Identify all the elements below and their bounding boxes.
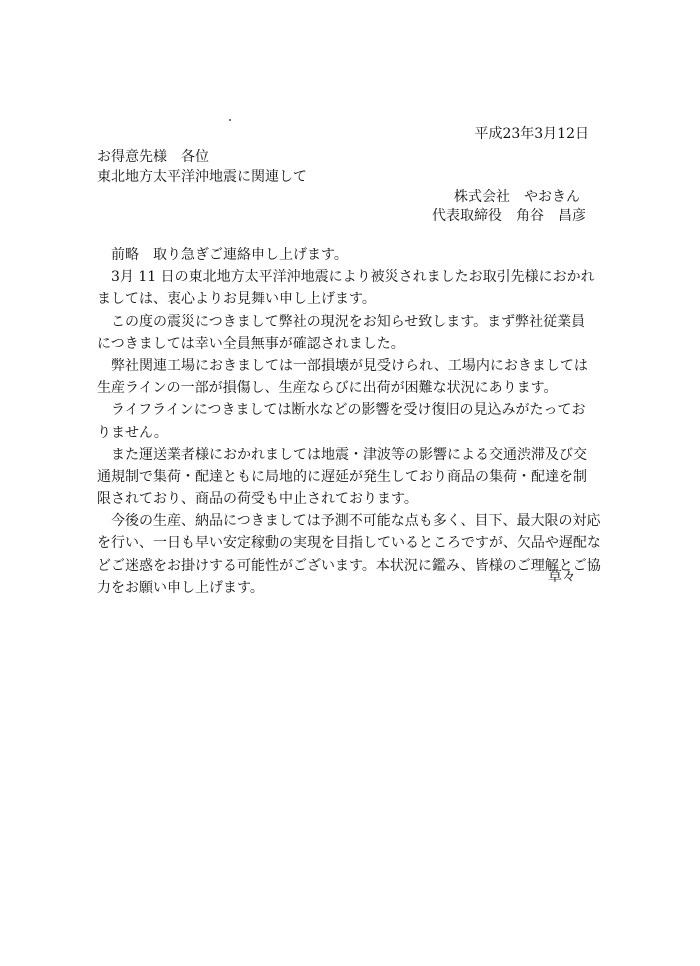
sender-company: 株式会社 やおきん (454, 189, 580, 205)
letter-date: 平成23年3月12日 (474, 126, 589, 142)
scan-speck (229, 119, 231, 121)
body-line: 弊社関連工場におきましては一部損壊が見受けられ、工場内におきましては (97, 357, 588, 374)
body-line: 力をお願い申し上げます。 (97, 579, 264, 596)
subject-line: 東北地方太平洋沖地震に関連して (97, 169, 307, 185)
body-line: 3月 11 日の東北地方太平洋沖地震により被災されましたお取引先様におかれ (97, 269, 595, 286)
body-line: 通規制で集荷・配達ともに局地的に遅延が発生しており商品の集荷・配達を制 (97, 468, 587, 485)
body-line: を行い、一日も早い安定稼動の実現を目指しているところですが、欠品や遅配な (97, 535, 601, 552)
sender-representative: 代表取締役 角谷 昌彦 (432, 208, 586, 224)
recipient-line: お得意先様 各位 (97, 149, 209, 165)
body-line: 生産ラインの一部が損傷し、生産ならびに出荷が困難な状況にあります。 (97, 380, 558, 397)
closing-word: 草々 (548, 569, 576, 585)
body-line: りません。 (97, 424, 168, 441)
body-line: この度の震災につきまして弊社の現況をお知らせ致します。まず弊社従業員 (97, 313, 586, 330)
body-line: どご迷惑をお掛けする可能性がございます。本状況に鑑み、皆様のご理解とご協 (97, 557, 601, 574)
body-line: 今後の生産、納品につきましては予測不可能な点も多く、目下、最大限の対応 (97, 513, 601, 530)
body-line: 限されており、商品の荷受も中止されております。 (97, 491, 418, 508)
body-line: また運送業者様におかれましては地震・津波等の影響による交通渋滞及び交 (97, 446, 587, 463)
body-line: ましては、衷心よりお見舞い申し上げます。 (97, 291, 376, 308)
body-line: 前略 取り急ぎご連絡申し上げます。 (97, 247, 348, 263)
body-line: につきましては幸い全員無事が確認されました。 (97, 335, 405, 352)
letter-body (97, 244, 601, 599)
body-line: ライフラインにつきましては断水などの影響を受け復旧の見込みがたってお (97, 402, 586, 419)
